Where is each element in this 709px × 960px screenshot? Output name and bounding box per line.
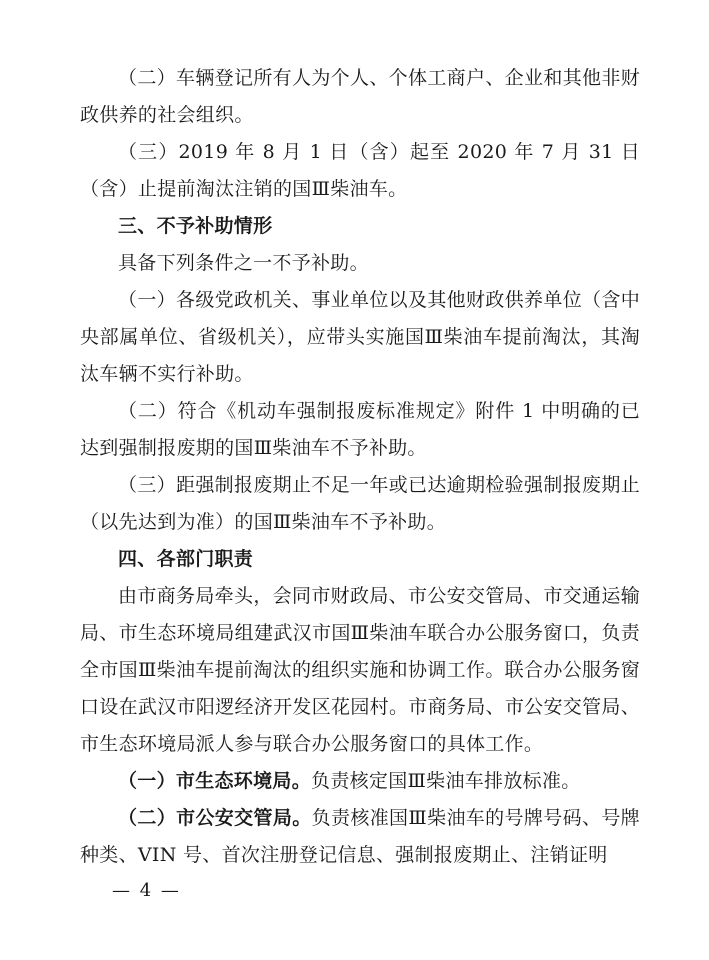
paragraph-government-units: （一）各级党政机关、事业单位以及其他财政供养单位（含中央部属单位、省级机关），应带头实施国Ⅲ柴油车提前淘汰，其淘汰车辆不实行补助。 [80,289,640,385]
paragraph-traffic-police [80,800,640,874]
paragraph-date-range: （三）2019 年 8 月 1 日（含）起至 2020 年 7 月 31 日（含）止提前淘汰注销的国Ⅲ柴油车。 [80,141,640,200]
traffic-police-lead: （二）市公安交管局。 [118,807,312,829]
document-body [80,60,640,874]
paragraph-conditions-intro: 具备下列条件之一不予补助。 [118,252,369,274]
paragraph-joint-office: 由市商务局牵头，会同市财政局、市公安交管局、市交通运输局、市生态环境局组建武汉市国Ⅲ柴油车联合办公服务窗口，负责全市国Ⅲ柴油车提前淘汰的组织实施和协调工作。联合办公服务窗口设在武汉市阳逻经济开发区花园村。市商务局、市公安交管局、市生态环境局派人参与联合办公服务窗口的具体工作。 [80,585,640,755]
ecology-bureau-lead: （一）市生态环境局。 [118,770,312,792]
section-heading-no-subsidy: 三、不予补助情形 [118,215,273,237]
traffic-police-duty: 负责核准国Ⅲ柴油车的号牌号码、号牌种类、VIN 号、首次注册登记信息、强制报废期止、注销证明 [80,807,640,866]
page-number: — 4 — [112,880,181,901]
paragraph-scrap-deadline: （三）距强制报废期止不足一年或已达逾期检验强制报废期止（以先达到为准）的国Ⅲ柴油车不予补助。 [80,474,640,533]
paragraph-vehicle-owner: （二）车辆登记所有人为个人、个体工商户、企业和其他非财政供养的社会组织。 [80,67,640,126]
paragraph-scrap-standard: （二）符合《机动车强制报废标准规定》附件 1 中明确的已达到强制报废期的国Ⅲ柴油车不予补助。 [80,400,640,459]
paragraph-ecology-bureau [80,763,640,800]
section-heading-responsibilities: 四、各部门职责 [118,548,254,570]
ecology-bureau-duty: 负责核定国Ⅲ柴油车排放标准。 [311,770,581,792]
